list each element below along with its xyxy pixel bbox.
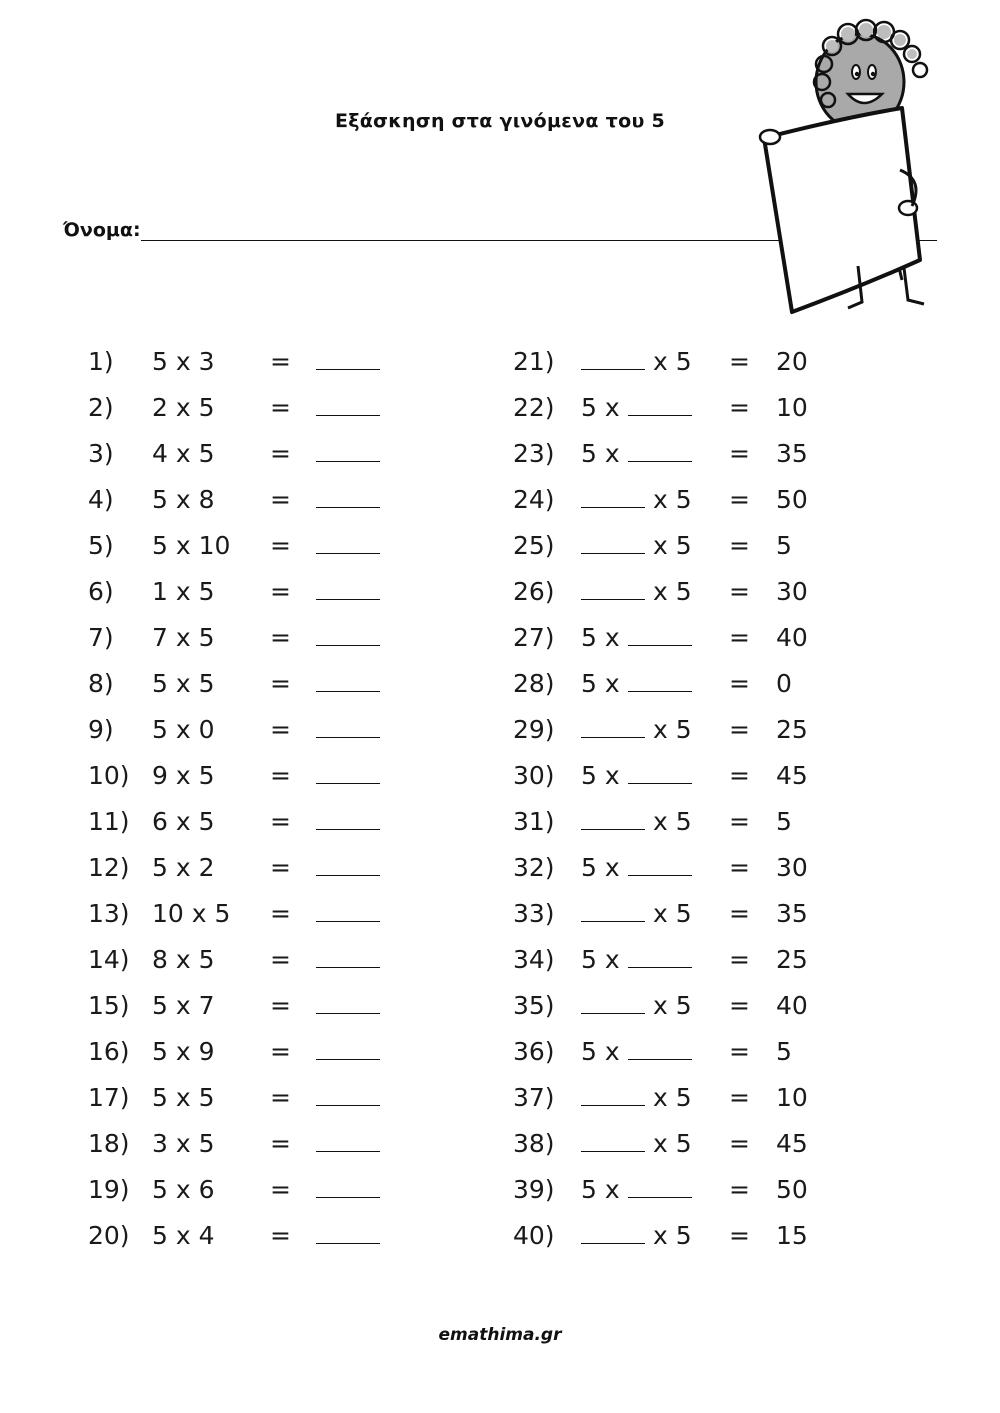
exercise-row [0, 526, 1000, 566]
worksheet-title: Εξάσκηση στα γινόμενα του 5 [334, 110, 666, 132]
equals-sign: = [270, 485, 291, 514]
missing-factor-blank[interactable] [581, 1078, 645, 1118]
missing-factor-blank[interactable] [628, 618, 692, 658]
exercise-expression: 5 x 0 [152, 715, 215, 744]
equals-sign: = [270, 945, 291, 974]
exercise-row [0, 572, 1000, 612]
equals-sign: = [270, 347, 291, 376]
exercise-row [0, 940, 1000, 980]
equals-sign: = [729, 1175, 750, 1204]
exercise-number: 6) [88, 577, 114, 606]
exercise-number: 5) [88, 531, 114, 560]
exercise-expression: 7 x 5 [152, 623, 215, 652]
exercise-number: 17) [88, 1083, 130, 1112]
exercise-number: 12) [88, 853, 130, 882]
product-result: 5 [776, 531, 792, 560]
exercise-expression: 5 x 5 [152, 669, 215, 698]
missing-factor-blank[interactable] [581, 342, 645, 382]
exercise-number: 11) [88, 807, 130, 836]
exercise-number: 25) [513, 531, 555, 560]
exercise-number: 31) [513, 807, 555, 836]
equals-sign: = [270, 669, 291, 698]
product-result: 50 [776, 485, 808, 514]
missing-factor-blank[interactable] [628, 1032, 692, 1072]
exercise-expression: 5 x 4 [152, 1221, 215, 1250]
exercise-expression: 3 x 5 [152, 1129, 215, 1158]
equals-sign: = [270, 1037, 291, 1066]
product-result: 5 [776, 1037, 792, 1066]
equals-sign: = [729, 577, 750, 606]
exercise-number: 34) [513, 945, 555, 974]
exercise-row [0, 1170, 1000, 1210]
exercise-number: 16) [88, 1037, 130, 1066]
equals-sign: = [270, 577, 291, 606]
equals-sign: = [270, 439, 291, 468]
exercise-expression: 4 x 5 [152, 439, 215, 468]
exercise-expression: 9 x 5 [152, 761, 215, 790]
missing-factor-blank[interactable] [628, 756, 692, 796]
footer-site-name: emathima.gr [438, 1325, 562, 1345]
exercise-number: 40) [513, 1221, 555, 1250]
exercise-number: 30) [513, 761, 555, 790]
exercise-expression: 5 x 9 [152, 1037, 215, 1066]
exercise-row [0, 1032, 1000, 1072]
known-factor: 5 x [581, 1175, 620, 1204]
exercise-number: 8) [88, 669, 114, 698]
missing-factor-blank[interactable] [581, 802, 645, 842]
exercise-row [0, 894, 1000, 934]
equals-sign: = [270, 991, 291, 1020]
exercise-row [0, 388, 1000, 428]
equals-sign: = [729, 991, 750, 1020]
exercise-number: 22) [513, 393, 555, 422]
known-factor: x 5 [653, 991, 692, 1020]
known-factor: 5 x [581, 669, 620, 698]
exercise-number: 32) [513, 853, 555, 882]
exercise-expression: 6 x 5 [152, 807, 215, 836]
missing-factor-blank[interactable] [581, 1216, 645, 1256]
known-factor: 5 x [581, 393, 620, 422]
product-result: 25 [776, 945, 808, 974]
exercise-number: 23) [513, 439, 555, 468]
exercise-number: 38) [513, 1129, 555, 1158]
exercise-row [0, 480, 1000, 520]
known-factor: x 5 [653, 715, 692, 744]
equals-sign: = [270, 899, 291, 928]
exercise-number: 27) [513, 623, 555, 652]
exercise-number: 24) [513, 485, 555, 514]
missing-factor-blank[interactable] [581, 894, 645, 934]
missing-factor-blank[interactable] [628, 388, 692, 428]
equals-sign: = [270, 807, 291, 836]
equals-sign: = [729, 1221, 750, 1250]
exercise-expression: 5 x 2 [152, 853, 215, 882]
exercise-number: 21) [513, 347, 555, 376]
equals-sign: = [729, 669, 750, 698]
exercise-row [0, 756, 1000, 796]
exercise-number: 35) [513, 991, 555, 1020]
exercise-row [0, 618, 1000, 658]
exercise-number: 26) [513, 577, 555, 606]
exercise-number: 2) [88, 393, 114, 422]
exercise-expression: 5 x 5 [152, 1083, 215, 1112]
equals-sign: = [729, 715, 750, 744]
exercise-row [0, 342, 1000, 382]
product-result: 35 [776, 439, 808, 468]
equals-sign: = [729, 853, 750, 882]
known-factor: x 5 [653, 485, 692, 514]
known-factor: x 5 [653, 1221, 692, 1250]
exercise-expression: 5 x 3 [152, 347, 215, 376]
missing-factor-blank[interactable] [581, 986, 645, 1026]
exercise-row [0, 434, 1000, 474]
equals-sign: = [729, 945, 750, 974]
product-result: 10 [776, 1083, 808, 1112]
known-factor: x 5 [653, 347, 692, 376]
equals-sign: = [270, 853, 291, 882]
missing-factor-blank[interactable] [628, 848, 692, 888]
missing-factor-blank[interactable] [581, 480, 645, 520]
product-result: 30 [776, 853, 808, 882]
known-factor: x 5 [653, 1129, 692, 1158]
missing-factor-blank[interactable] [581, 710, 645, 750]
exercise-row [0, 1216, 1000, 1256]
equals-sign: = [729, 1083, 750, 1112]
exercise-number: 18) [88, 1129, 130, 1158]
known-factor: 5 x [581, 945, 620, 974]
exercise-number: 36) [513, 1037, 555, 1066]
missing-factor-blank[interactable] [581, 572, 645, 612]
known-factor: 5 x [581, 1037, 620, 1066]
product-result: 25 [776, 715, 808, 744]
missing-factor-blank[interactable] [628, 434, 692, 474]
exercise-row [0, 1078, 1000, 1118]
known-factor: x 5 [653, 577, 692, 606]
missing-factor-blank[interactable] [628, 940, 692, 980]
known-factor: x 5 [653, 807, 692, 836]
equals-sign: = [729, 807, 750, 836]
exercise-number: 19) [88, 1175, 130, 1204]
product-result: 20 [776, 347, 808, 376]
exercise-number: 29) [513, 715, 555, 744]
exercise-expression: 5 x 6 [152, 1175, 215, 1204]
exercise-expression: 1 x 5 [152, 577, 215, 606]
equals-sign: = [729, 439, 750, 468]
exercise-expression: 2 x 5 [152, 393, 215, 422]
equals-sign: = [729, 1129, 750, 1158]
exercise-expression: 8 x 5 [152, 945, 215, 974]
missing-factor-blank[interactable] [581, 526, 645, 566]
missing-factor-blank[interactable] [628, 664, 692, 704]
exercise-row [0, 802, 1000, 842]
exercise-number: 20) [88, 1221, 130, 1250]
product-result: 40 [776, 623, 808, 652]
product-result: 30 [776, 577, 808, 606]
equals-sign: = [270, 761, 291, 790]
equals-sign: = [729, 623, 750, 652]
product-result: 40 [776, 991, 808, 1020]
equals-sign: = [270, 1175, 291, 1204]
exercise-number: 1) [88, 347, 114, 376]
exercise-row [0, 1124, 1000, 1164]
equals-sign: = [729, 393, 750, 422]
exercise-row [0, 848, 1000, 888]
product-result: 45 [776, 761, 808, 790]
known-factor: x 5 [653, 531, 692, 560]
exercise-expression: 10 x 5 [152, 899, 231, 928]
equals-sign: = [270, 715, 291, 744]
product-result: 5 [776, 807, 792, 836]
known-factor: x 5 [653, 899, 692, 928]
exercise-number: 7) [88, 623, 114, 652]
exercise-number: 39) [513, 1175, 555, 1204]
equals-sign: = [270, 1083, 291, 1112]
exercise-number: 28) [513, 669, 555, 698]
known-factor: 5 x [581, 439, 620, 468]
equals-sign: = [270, 531, 291, 560]
product-result: 35 [776, 899, 808, 928]
equals-sign: = [729, 347, 750, 376]
product-result: 50 [776, 1175, 808, 1204]
equals-sign: = [729, 485, 750, 514]
exercise-number: 3) [88, 439, 114, 468]
exercise-expression: 5 x 7 [152, 991, 215, 1020]
missing-factor-blank[interactable] [628, 1170, 692, 1210]
exercise-number: 37) [513, 1083, 555, 1112]
exercise-number: 33) [513, 899, 555, 928]
exercise-number: 10) [88, 761, 130, 790]
known-factor: 5 x [581, 623, 620, 652]
exercise-row [0, 986, 1000, 1026]
equals-sign: = [270, 1129, 291, 1158]
product-result: 10 [776, 393, 808, 422]
known-factor: 5 x [581, 761, 620, 790]
known-factor: x 5 [653, 1083, 692, 1112]
exercise-number: 15) [88, 991, 130, 1020]
equals-sign: = [270, 1221, 291, 1250]
equals-sign: = [270, 393, 291, 422]
product-result: 0 [776, 669, 792, 698]
equals-sign: = [729, 531, 750, 560]
missing-factor-blank[interactable] [581, 1124, 645, 1164]
exercise-expression: 5 x 10 [152, 531, 231, 560]
equals-sign: = [729, 899, 750, 928]
exercise-expression: 5 x 8 [152, 485, 215, 514]
exercise-number: 14) [88, 945, 130, 974]
exercise-number: 9) [88, 715, 114, 744]
equals-sign: = [729, 761, 750, 790]
name-label: Όνομα: [63, 219, 141, 241]
equals-sign: = [270, 623, 291, 652]
equals-sign: = [729, 1037, 750, 1066]
exercise-row [0, 710, 1000, 750]
exercise-number: 4) [88, 485, 114, 514]
exercise-number: 13) [88, 899, 130, 928]
product-result: 15 [776, 1221, 808, 1250]
exercise-row [0, 664, 1000, 704]
product-result: 45 [776, 1129, 808, 1158]
known-factor: 5 x [581, 853, 620, 882]
